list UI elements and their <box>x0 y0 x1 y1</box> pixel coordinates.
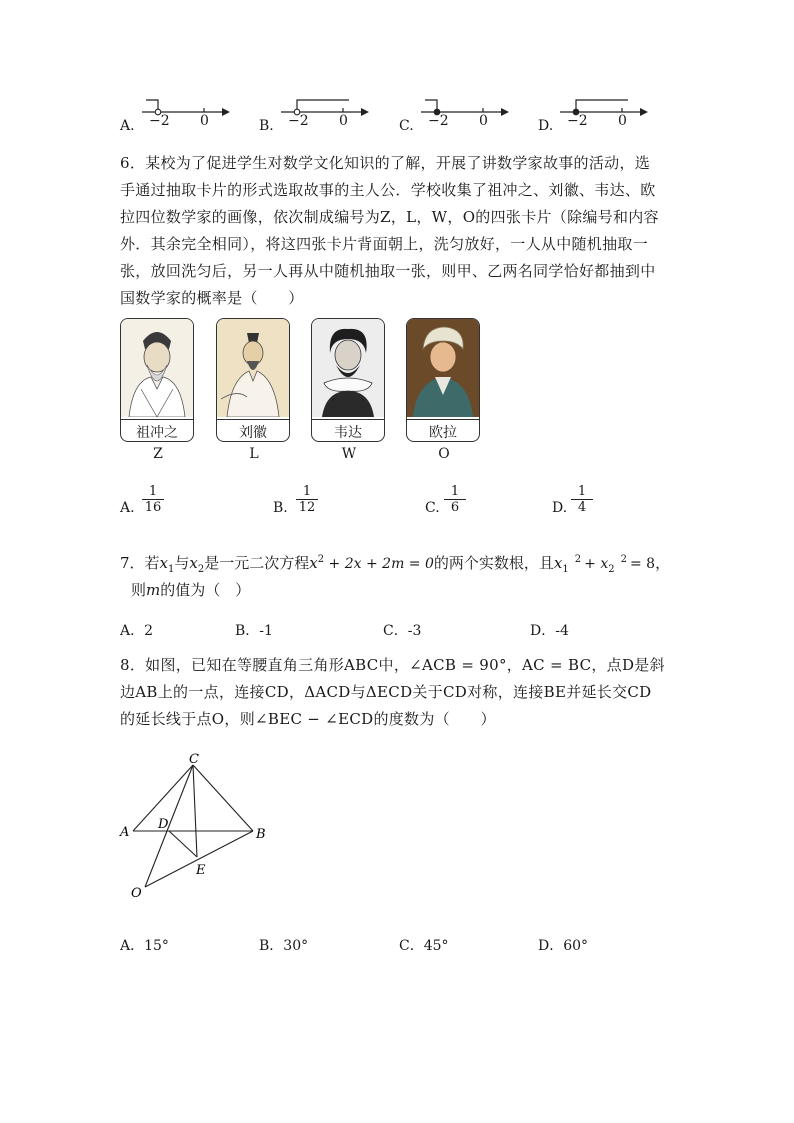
q7-cond-eq: = 8 <box>629 556 656 572</box>
q6-line-1: 6．某校为了促进学生对数学文化知识的了解，开展了讲数学家故事的活动，选 <box>120 154 651 172</box>
q7-and: 与 <box>174 554 190 572</box>
q7-x1: x <box>159 554 169 572</box>
point-b-label: B <box>256 827 266 842</box>
q5-d-zero: 0 <box>618 113 627 129</box>
q6-d-den: 4 <box>577 500 587 515</box>
card-zu-chongzhi <box>120 318 194 442</box>
point-a-label: A <box>120 825 130 840</box>
q6-text <box>120 150 680 312</box>
q6-option-d-fraction <box>571 484 593 515</box>
q7-option-b[interactable]: B．-1 <box>235 623 273 639</box>
q6-line-6: 国数学家的概率是（ ） <box>120 289 304 307</box>
q8-triangle-diagram <box>115 750 285 905</box>
q7-cond-x1: x <box>553 554 563 572</box>
segment-ob <box>145 831 253 887</box>
card-euler <box>406 318 480 442</box>
point-o-label: O <box>131 886 142 901</box>
card-code-w: W <box>341 446 357 462</box>
q6-line-4: 外．其余完全相同），将这四张卡片背面朝上，洗匀放好，一人从中随机抽取一 <box>120 235 649 253</box>
q6-b-den: 12 <box>298 500 316 515</box>
q8-option-b[interactable]: B．30° <box>259 938 309 954</box>
q7-option-d[interactable]: D．-4 <box>530 623 569 639</box>
q7-cond-plus: + x <box>584 556 609 572</box>
q6-line-5: 张，放回洗匀后，另一人再从中随机抽取一张，则甲、乙两名同学恰好都抽到中 <box>120 262 656 280</box>
q6-option-a-label[interactable]: A. <box>120 500 135 516</box>
card-wei-da <box>311 318 385 442</box>
q7-is-root-of: 是一元二次方程 <box>204 554 310 572</box>
card-code-o: O <box>438 446 450 462</box>
card-code-z: Z <box>153 446 163 462</box>
q5-c-zero: 0 <box>479 113 488 129</box>
q7-prefix: 7．若 <box>120 554 160 572</box>
q7-cond-e2: 2 <box>620 554 627 565</box>
q7-x2-sub: 2 <box>197 564 205 575</box>
q7-then: 则 <box>131 581 147 599</box>
segment-de <box>169 831 197 857</box>
q7-cond-e1: 2 <box>574 554 582 565</box>
q6-line-3: 拉四位数学家的画像，依次制成编号为Z，L，W，O的四张卡片（除编号和内容 <box>120 208 659 226</box>
point-e-label: E <box>196 863 206 878</box>
q6-option-b-fraction <box>296 484 318 515</box>
card-euler-name: 欧拉 <box>407 419 479 442</box>
q7-m: m <box>146 581 161 599</box>
q5-b-neg2: −2 <box>288 113 309 129</box>
q8-line-1: 8．如图，已知在等腰直角三角形ABC中，∠ACB = 90°，AC = BC，点D是斜 <box>120 656 665 674</box>
q6-option-b-label[interactable]: B. <box>273 500 288 516</box>
q8-option-d[interactable]: D．60° <box>538 938 589 954</box>
q5-a-zero: 0 <box>200 113 209 129</box>
segment-co <box>145 765 193 887</box>
wei-da-portrait <box>312 319 384 417</box>
q5-option-a-label[interactable]: A. <box>120 118 135 134</box>
q7-cond-s1: 1 <box>562 564 569 575</box>
zu-chongzhi-portrait <box>121 319 193 417</box>
q8-line-3: 的延长线于点O，则∠BEC − ∠ECD的度数为（ ） <box>120 710 496 728</box>
q7-x2: x <box>189 554 198 572</box>
q7-line-2 <box>131 579 250 600</box>
q8-option-a[interactable]: A．15° <box>120 938 169 954</box>
q5-option-c-label[interactable]: C. <box>399 118 414 134</box>
q6-line-2: 手通过抽取卡片的形式选取故事的主人公．学校收集了祖冲之、刘徽、韦达、欧 <box>120 181 656 199</box>
q5-c-neg2: −2 <box>428 113 449 129</box>
q5-option-d-label[interactable]: D. <box>538 118 554 134</box>
q7-real-roots: 的两个实数根，且 <box>433 554 554 572</box>
q6-c-den: 6 <box>450 500 460 515</box>
q6-a-den: 16 <box>144 500 162 515</box>
card-liu-hui <box>216 318 290 442</box>
q5-b-zero: 0 <box>339 113 348 129</box>
q5-option-b-label[interactable]: B. <box>259 118 274 134</box>
q7-option-a[interactable]: A．2 <box>120 623 154 639</box>
q6-d-num: 1 <box>571 484 593 500</box>
euler-portrait <box>407 319 479 417</box>
q6-b-num: 1 <box>296 484 318 500</box>
point-d-label: D <box>158 817 169 832</box>
q8-line-2: 边AB上的一点，连接CD，ΔACD与ΔECD关于CD对称，连接BE并延长交CD <box>120 683 652 701</box>
card-wei-da-name: 韦达 <box>312 419 384 442</box>
q7-eq-sup: 2 <box>317 554 325 565</box>
card-zu-chongzhi-name: 祖冲之 <box>121 419 193 442</box>
point-c-label: C <box>189 752 199 767</box>
q7-eq-x: x <box>309 554 318 572</box>
q7-x1-sub: 1 <box>168 564 175 575</box>
q5-d-neg2: −2 <box>567 113 588 129</box>
q6-option-c-fraction <box>444 484 466 515</box>
segment-cb <box>193 765 253 831</box>
q7-line-1 <box>120 552 670 575</box>
q6-c-num: 1 <box>444 484 466 500</box>
liu-hui-portrait <box>217 319 289 417</box>
card-code-l: L <box>249 446 259 462</box>
q6-a-num: 1 <box>142 484 164 500</box>
q7-cond-s2: 2 <box>608 564 615 575</box>
q8-text <box>120 652 680 733</box>
q6-option-c-label[interactable]: C. <box>425 500 440 516</box>
q8-option-c[interactable]: C．45° <box>399 938 449 954</box>
q6-option-d-label[interactable]: D. <box>552 500 568 516</box>
q7-option-c[interactable]: C．-3 <box>383 623 422 639</box>
q6-option-a-fraction <box>142 484 164 515</box>
segment-ce <box>193 765 197 857</box>
q7-equation: + 2x + 2m = 0 <box>324 556 434 572</box>
q5-a-neg2: −2 <box>149 113 170 129</box>
q7-cond-end: ， <box>655 554 671 572</box>
card-liu-hui-name: 刘徽 <box>217 419 289 442</box>
q7-value-of: 的值为（ ） <box>160 581 251 599</box>
